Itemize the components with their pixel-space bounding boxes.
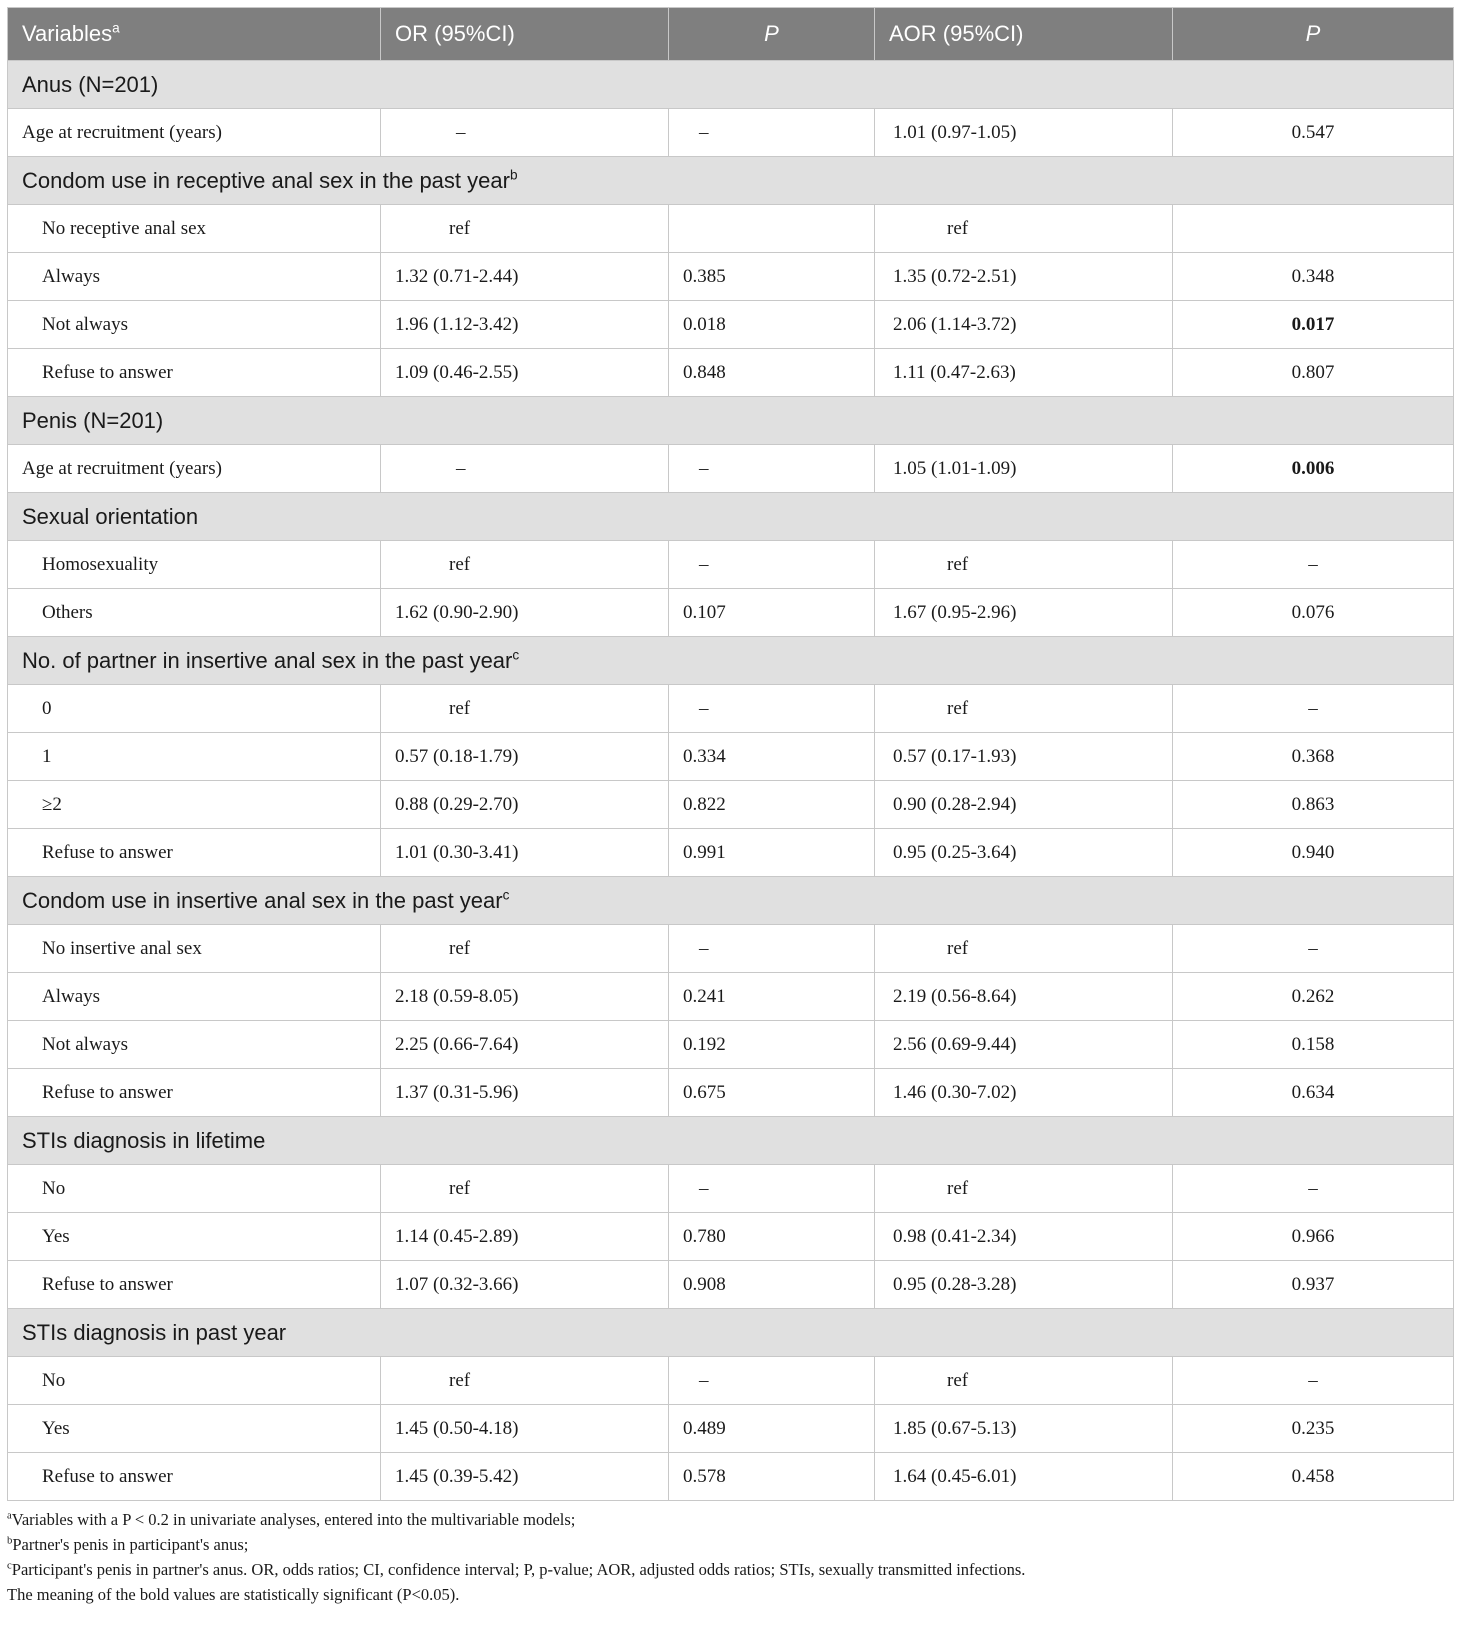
p-value-cell: – bbox=[669, 541, 875, 589]
aor-cell: ref bbox=[875, 685, 1173, 733]
or-cell: 0.57 (0.18-1.79) bbox=[381, 733, 669, 781]
table-row bbox=[8, 1357, 1454, 1405]
or-cell: ref bbox=[381, 1165, 669, 1213]
section-label: Anus (N=201) bbox=[8, 61, 1454, 109]
section-header-row bbox=[8, 61, 1454, 109]
section-header-row bbox=[8, 157, 1454, 205]
section-label: STIs diagnosis in lifetime bbox=[8, 1117, 1454, 1165]
p-value-cell: – bbox=[669, 925, 875, 973]
variable-cell: Homosexuality bbox=[8, 541, 381, 589]
section-header-row bbox=[8, 1309, 1454, 1357]
aor-cell: 1.85 (0.67-5.13) bbox=[875, 1405, 1173, 1453]
section-label: STIs diagnosis in past year bbox=[8, 1309, 1454, 1357]
section-header-row bbox=[8, 637, 1454, 685]
aor-cell: ref bbox=[875, 541, 1173, 589]
aor-cell: 1.46 (0.30-7.02) bbox=[875, 1069, 1173, 1117]
or-cell: 1.45 (0.39-5.42) bbox=[381, 1453, 669, 1501]
p-value-cell: – bbox=[669, 1357, 875, 1405]
variable-cell: Age at recruitment (years) bbox=[8, 445, 381, 493]
aor-cell: 1.64 (0.45-6.01) bbox=[875, 1453, 1173, 1501]
variable-cell: Always bbox=[8, 253, 381, 301]
variable-cell: Yes bbox=[8, 1405, 381, 1453]
variable-cell: Always bbox=[8, 973, 381, 1021]
table-row bbox=[8, 685, 1454, 733]
section-label: Penis (N=201) bbox=[8, 397, 1454, 445]
aor-cell: ref bbox=[875, 1357, 1173, 1405]
aor-cell: 0.57 (0.17-1.93) bbox=[875, 733, 1173, 781]
table-row bbox=[8, 109, 1454, 157]
or-cell: 1.45 (0.50-4.18) bbox=[381, 1405, 669, 1453]
adjusted-p-cell: – bbox=[1173, 541, 1454, 589]
variable-cell: No bbox=[8, 1165, 381, 1213]
section-label: Sexual orientation bbox=[8, 493, 1454, 541]
or-cell: 1.07 (0.32-3.66) bbox=[381, 1261, 669, 1309]
or-cell: 2.25 (0.66-7.64) bbox=[381, 1021, 669, 1069]
aor-cell: 0.98 (0.41-2.34) bbox=[875, 1213, 1173, 1261]
adjusted-p-cell: 0.863 bbox=[1173, 781, 1454, 829]
adjusted-p-cell: 0.940 bbox=[1173, 829, 1454, 877]
variable-cell: Not always bbox=[8, 301, 381, 349]
or-cell: ref bbox=[381, 541, 669, 589]
table-row bbox=[8, 445, 1454, 493]
adjusted-p-cell: 0.017 bbox=[1173, 301, 1454, 349]
or-cell: ref bbox=[381, 1357, 669, 1405]
table-row bbox=[8, 781, 1454, 829]
adjusted-p-cell: 0.235 bbox=[1173, 1405, 1454, 1453]
section-label: Condom use in receptive anal sex in the past year$^b$ bbox=[8, 157, 1454, 205]
variable-cell: Not always bbox=[8, 1021, 381, 1069]
table-row bbox=[8, 1213, 1454, 1261]
table-row bbox=[8, 1261, 1454, 1309]
p-value-cell: – bbox=[669, 1165, 875, 1213]
results-table bbox=[7, 7, 1454, 1501]
variable-cell: No receptive anal sex bbox=[8, 205, 381, 253]
table-row bbox=[8, 253, 1454, 301]
variable-cell: Others bbox=[8, 589, 381, 637]
p-value-cell: 0.991 bbox=[669, 829, 875, 877]
p-value-cell: 0.018 bbox=[669, 301, 875, 349]
header-aor: AOR (95%CI) bbox=[875, 8, 1173, 61]
or-cell: ref bbox=[381, 685, 669, 733]
adjusted-p-cell: 0.368 bbox=[1173, 733, 1454, 781]
p-value-cell: 0.780 bbox=[669, 1213, 875, 1261]
variable-cell: Age at recruitment (years) bbox=[8, 109, 381, 157]
table-row bbox=[8, 1453, 1454, 1501]
aor-cell: 1.67 (0.95-2.96) bbox=[875, 589, 1173, 637]
adjusted-p-cell: 0.937 bbox=[1173, 1261, 1454, 1309]
aor-cell: ref bbox=[875, 1165, 1173, 1213]
or-cell: ref bbox=[381, 925, 669, 973]
variable-cell: Refuse to answer bbox=[8, 349, 381, 397]
table-container bbox=[7, 7, 1453, 1607]
adjusted-p-cell: 0.966 bbox=[1173, 1213, 1454, 1261]
p-value-cell: 0.241 bbox=[669, 973, 875, 1021]
variable-cell: No bbox=[8, 1357, 381, 1405]
adjusted-p-cell: 0.458 bbox=[1173, 1453, 1454, 1501]
or-cell: 1.01 (0.30-3.41) bbox=[381, 829, 669, 877]
table-row bbox=[8, 1405, 1454, 1453]
table-row bbox=[8, 973, 1454, 1021]
header-row bbox=[8, 8, 1454, 61]
footnote: $^b$Partner's penis in participant's anus; bbox=[7, 1534, 249, 1554]
aor-cell: 1.05 (1.01-1.09) bbox=[875, 445, 1173, 493]
aor-cell: 1.11 (0.47-2.63) bbox=[875, 349, 1173, 397]
variable-cell: Yes bbox=[8, 1213, 381, 1261]
aor-cell: 1.35 (0.72-2.51) bbox=[875, 253, 1173, 301]
aor-cell: ref bbox=[875, 925, 1173, 973]
table-row bbox=[8, 205, 1454, 253]
adjusted-p-cell: – bbox=[1173, 1165, 1454, 1213]
p-value-cell: 0.192 bbox=[669, 1021, 875, 1069]
variable-cell: Refuse to answer bbox=[8, 829, 381, 877]
variable-cell: 0 bbox=[8, 685, 381, 733]
aor-cell: ref bbox=[875, 205, 1173, 253]
variable-cell: Refuse to answer bbox=[8, 1261, 381, 1309]
aor-cell: 0.90 (0.28-2.94) bbox=[875, 781, 1173, 829]
or-cell: 0.88 (0.29-2.70) bbox=[381, 781, 669, 829]
aor-cell: 2.19 (0.56-8.64) bbox=[875, 973, 1173, 1021]
section-label: No. of partner in insertive anal sex in the past year$^c$ bbox=[8, 637, 1454, 685]
p-value-cell: 0.107 bbox=[669, 589, 875, 637]
section-header-row bbox=[8, 397, 1454, 445]
footnotes bbox=[7, 1507, 1453, 1607]
aor-cell: 0.95 (0.28-3.28) bbox=[875, 1261, 1173, 1309]
or-cell: 1.96 (1.12-3.42) bbox=[381, 301, 669, 349]
or-cell: 1.37 (0.31-5.96) bbox=[381, 1069, 669, 1117]
variable-cell: Refuse to answer bbox=[8, 1453, 381, 1501]
table-row bbox=[8, 349, 1454, 397]
section-label: Condom use in insertive anal sex in the past year$^c$ bbox=[8, 877, 1454, 925]
adjusted-p-cell: 0.262 bbox=[1173, 973, 1454, 1021]
footnote: $^c$Participant's penis in partner's anus. OR, odds ratios; CI, confidence interval; P, p-value; AOR, adjusted odds ratios; STIs, sexually transmitted infections. bbox=[7, 1559, 1026, 1579]
or-cell: – bbox=[381, 109, 669, 157]
section-header-row bbox=[8, 493, 1454, 541]
p-value-cell: 0.675 bbox=[669, 1069, 875, 1117]
header-adjusted-p: P bbox=[1173, 8, 1454, 61]
p-value-cell: – bbox=[669, 445, 875, 493]
p-value-cell: 0.578 bbox=[669, 1453, 875, 1501]
p-value-cell: 0.334 bbox=[669, 733, 875, 781]
or-cell: – bbox=[381, 445, 669, 493]
table-row bbox=[8, 1165, 1454, 1213]
adjusted-p-cell bbox=[1173, 205, 1454, 253]
p-value-cell: 0.822 bbox=[669, 781, 875, 829]
or-cell: 2.18 (0.59-8.05) bbox=[381, 973, 669, 1021]
or-cell: 1.32 (0.71-2.44) bbox=[381, 253, 669, 301]
table-row bbox=[8, 1021, 1454, 1069]
section-header-row bbox=[8, 877, 1454, 925]
adjusted-p-cell: 0.807 bbox=[1173, 349, 1454, 397]
header-or: OR (95%CI) bbox=[381, 8, 669, 61]
aor-cell: 2.06 (1.14-3.72) bbox=[875, 301, 1173, 349]
adjusted-p-cell: 0.076 bbox=[1173, 589, 1454, 637]
table-row bbox=[8, 1069, 1454, 1117]
adjusted-p-cell: 0.348 bbox=[1173, 253, 1454, 301]
p-value-cell: 0.489 bbox=[669, 1405, 875, 1453]
aor-cell: 0.95 (0.25-3.64) bbox=[875, 829, 1173, 877]
adjusted-p-cell: 0.158 bbox=[1173, 1021, 1454, 1069]
header-variables: Variables$^a$ bbox=[8, 8, 381, 61]
section-header-row bbox=[8, 1117, 1454, 1165]
table-row bbox=[8, 301, 1454, 349]
adjusted-p-cell: – bbox=[1173, 925, 1454, 973]
table-row bbox=[8, 829, 1454, 877]
table-row bbox=[8, 925, 1454, 973]
or-cell: 1.62 (0.90-2.90) bbox=[381, 589, 669, 637]
or-cell: 1.14 (0.45-2.89) bbox=[381, 1213, 669, 1261]
or-cell: ref bbox=[381, 205, 669, 253]
adjusted-p-cell: – bbox=[1173, 1357, 1454, 1405]
p-value-cell: 0.385 bbox=[669, 253, 875, 301]
variable-cell: ≥2 bbox=[8, 781, 381, 829]
p-value-cell: 0.848 bbox=[669, 349, 875, 397]
table-row bbox=[8, 589, 1454, 637]
adjusted-p-cell: 0.547 bbox=[1173, 109, 1454, 157]
aor-cell: 1.01 (0.97-1.05) bbox=[875, 109, 1173, 157]
p-value-cell: – bbox=[669, 685, 875, 733]
footnote: $^a$Variables with a P < 0.2 in univariate analyses, entered into the multivariable models; bbox=[7, 1509, 576, 1529]
table-body bbox=[8, 61, 1454, 1501]
footnote: The meaning of the bold values are statistically significant (P<0.05). bbox=[7, 1585, 460, 1604]
aor-cell: 2.56 (0.69-9.44) bbox=[875, 1021, 1173, 1069]
table-row bbox=[8, 541, 1454, 589]
adjusted-p-cell: 0.634 bbox=[1173, 1069, 1454, 1117]
variable-cell: Refuse to answer bbox=[8, 1069, 381, 1117]
adjusted-p-cell: 0.006 bbox=[1173, 445, 1454, 493]
variable-cell: 1 bbox=[8, 733, 381, 781]
p-value-cell: – bbox=[669, 109, 875, 157]
p-value-cell bbox=[669, 205, 875, 253]
or-cell: 1.09 (0.46-2.55) bbox=[381, 349, 669, 397]
p-value-cell: 0.908 bbox=[669, 1261, 875, 1309]
header-p: P bbox=[669, 8, 875, 61]
table-row bbox=[8, 733, 1454, 781]
variable-cell: No insertive anal sex bbox=[8, 925, 381, 973]
adjusted-p-cell: – bbox=[1173, 685, 1454, 733]
